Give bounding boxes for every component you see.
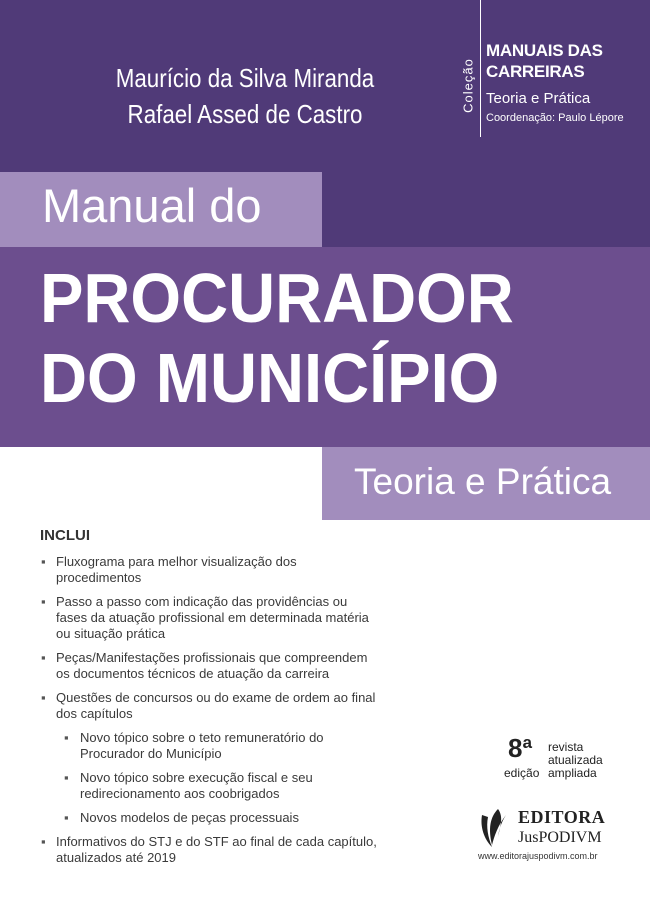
series-name xyxy=(486,40,603,82)
book-title-line: DO MUNICÍPIO xyxy=(40,339,500,417)
author-name: Maurício da Silva Miranda xyxy=(115,63,375,93)
title-prefix: Manual do xyxy=(42,179,262,232)
series-vertical-label: Coleção xyxy=(460,58,476,113)
publisher-block xyxy=(478,805,628,865)
quill-logo-icon xyxy=(478,807,514,851)
list-subitem: ▪ Novo tópico sobre execução fiscal e seu redirecionamento aos coobrigados xyxy=(40,770,380,802)
list-item: ▪ Peças/Manifestações profissionais que compreendem os documentos técnicos de atuação da carreira xyxy=(40,650,380,682)
list-subitem: ▪ Novo tópico sobre o teto remuneratório do Procurador do Município xyxy=(40,730,380,762)
publisher-url: www.editorajuspodivm.com.br xyxy=(478,851,598,861)
publisher-name: EDITORA xyxy=(518,807,606,827)
list-subitem: ▪ Novos modelos de peças processuais xyxy=(40,810,380,826)
list-item: ▪ Informativos do STJ e do STF ao final de cada capítulo, atualizados até 2019 xyxy=(40,834,380,866)
edition-label: edição xyxy=(504,766,540,780)
author-name: Rafael Assed de Castro xyxy=(127,99,363,129)
edition-desc-line: revista xyxy=(548,740,584,754)
edition-number: 8ª xyxy=(508,733,533,763)
list-item: ▪ Questões de concursos ou do exame de ordem ao final dos capítulos xyxy=(40,690,380,722)
book-title-line: PROCURADOR xyxy=(40,259,514,337)
publisher-imprint: JusPODIVM xyxy=(518,829,602,846)
authors xyxy=(0,60,490,132)
series-coordination: Coordenação: Paulo Lépore xyxy=(486,112,624,124)
book-subtitle: Teoria e Prática xyxy=(354,461,612,502)
edition-desc-line: ampliada xyxy=(548,766,597,780)
list-item: ▪ Passo a passo com indicação das providências ou fases da atuação profissional em determinada matéria ou situação prática xyxy=(40,594,380,642)
series-name-line: MANUAIS DAS xyxy=(486,41,603,60)
includes-list xyxy=(40,554,380,866)
includes-heading: INCLUI xyxy=(40,527,90,544)
includes-section xyxy=(40,527,380,874)
series-block xyxy=(456,0,650,137)
series-subtitle: Teoria e Prática xyxy=(486,90,591,107)
edition-description xyxy=(548,741,628,780)
series-name-line: CARREIRAS xyxy=(486,62,585,81)
series-divider xyxy=(480,0,481,137)
list-item: ▪ Fluxograma para melhor visualização dos procedimentos xyxy=(40,554,380,586)
edition-desc-line: atualizada xyxy=(548,753,603,767)
